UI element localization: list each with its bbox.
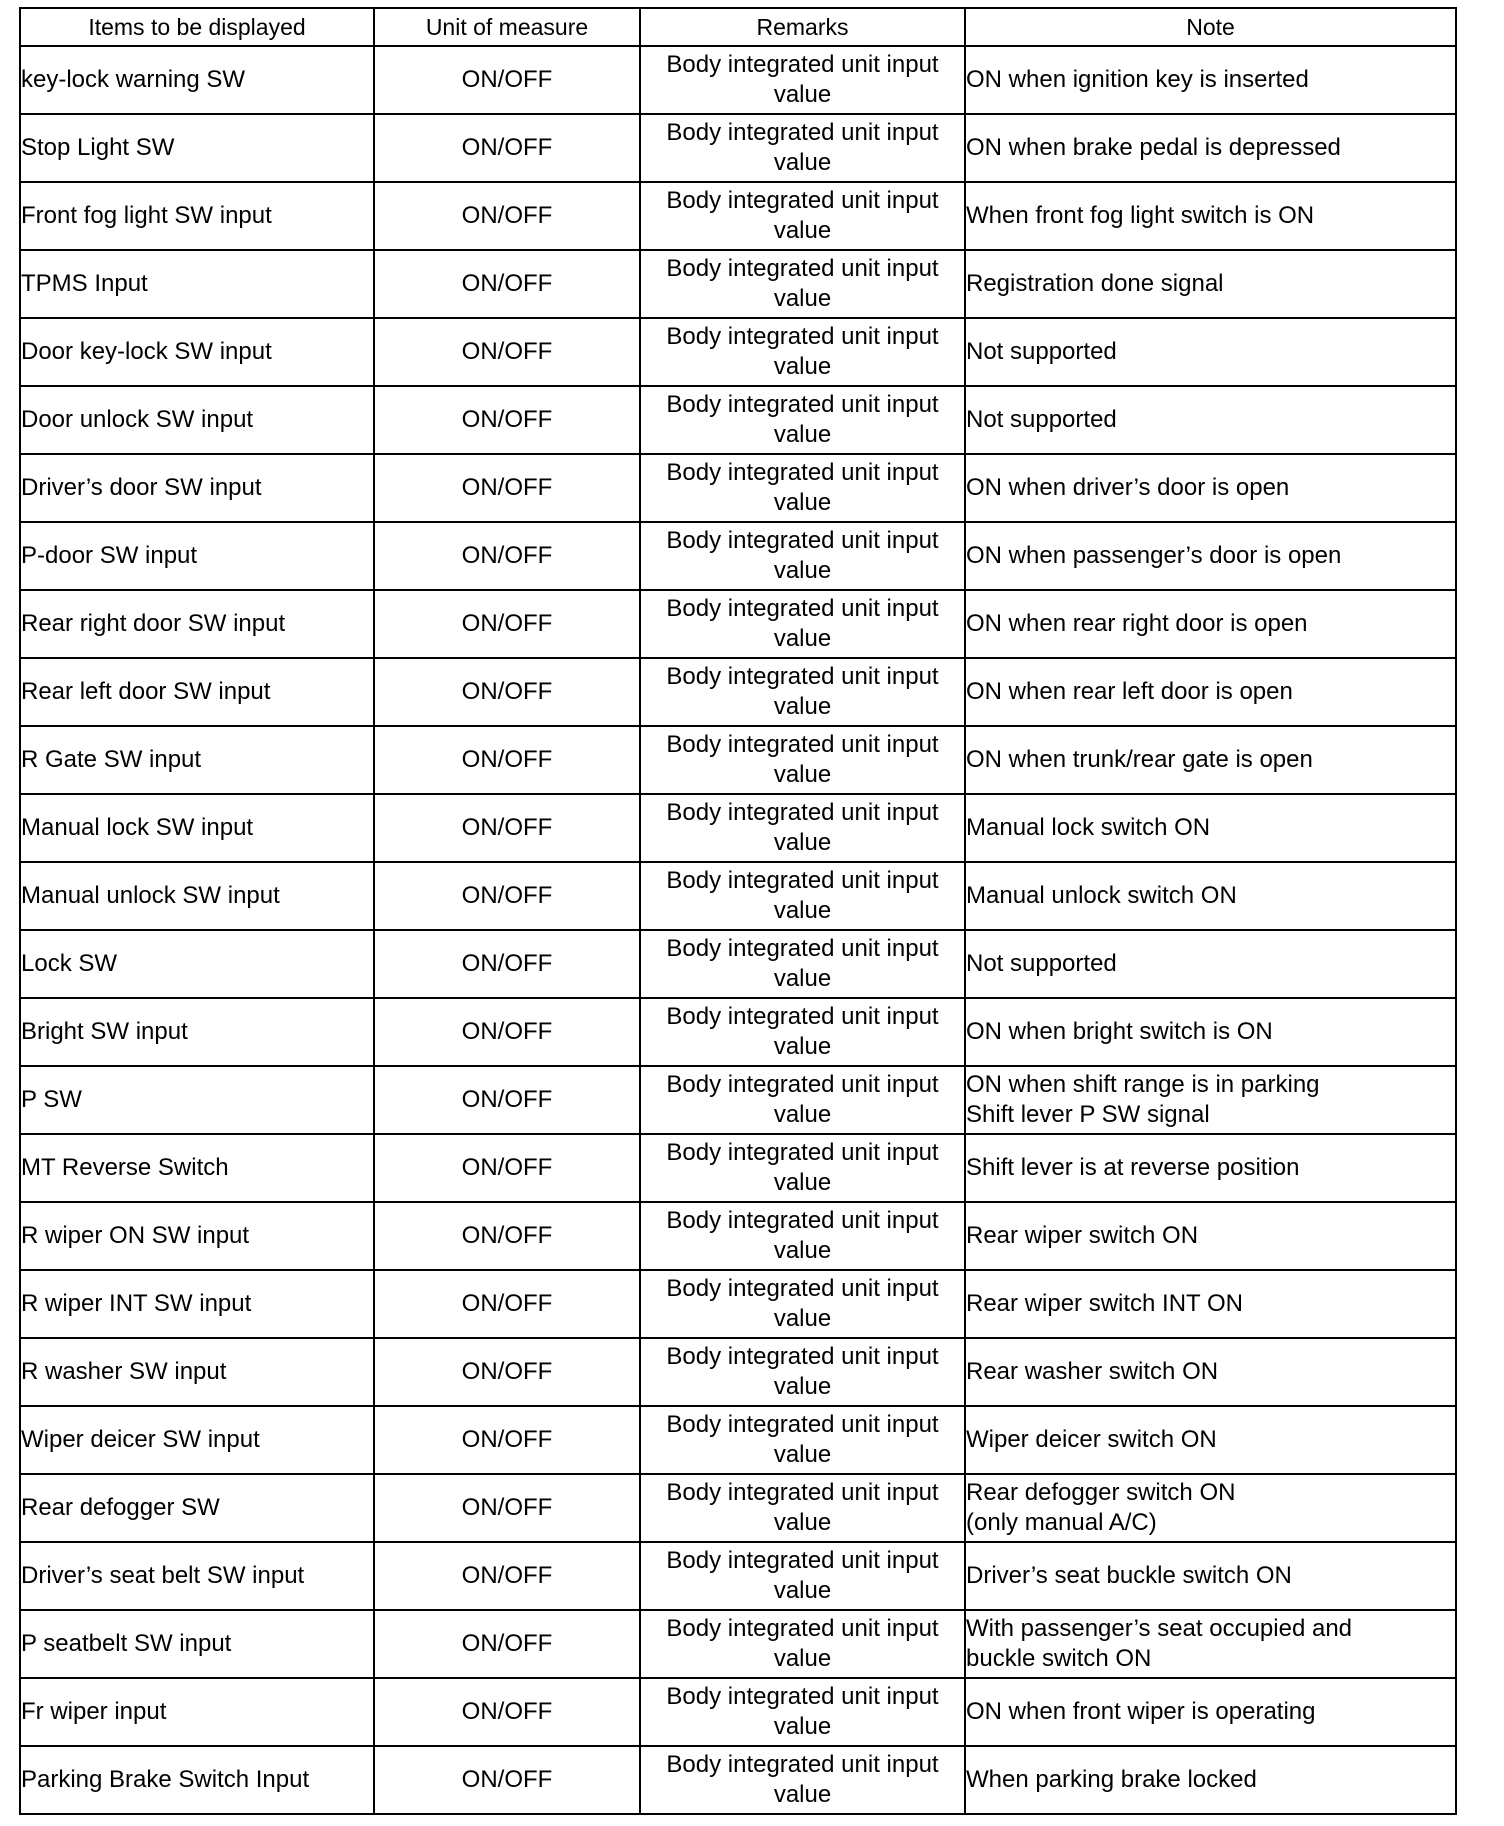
unit-cell: ON/OFF: [374, 522, 640, 590]
unit-cell: ON/OFF: [374, 1066, 640, 1134]
note-cell: Rear washer switch ON: [965, 1338, 1456, 1406]
table-header: [20, 8, 1456, 46]
remarks-cell: Body integrated unit input value: [640, 318, 965, 386]
table-row: [20, 386, 1456, 454]
table-row: [20, 1270, 1456, 1338]
data-monitor-table: [19, 7, 1457, 1815]
remarks-cell: Body integrated unit input value: [640, 386, 965, 454]
header-items: Items to be displayed: [20, 8, 374, 46]
unit-cell: ON/OFF: [374, 386, 640, 454]
unit-cell: ON/OFF: [374, 1406, 640, 1474]
item-cell: P-door SW input: [20, 522, 374, 590]
table-row: [20, 454, 1456, 522]
item-cell: R washer SW input: [20, 1338, 374, 1406]
item-cell: Door unlock SW input: [20, 386, 374, 454]
unit-cell: ON/OFF: [374, 1542, 640, 1610]
table-row: [20, 522, 1456, 590]
item-cell: Wiper deicer SW input: [20, 1406, 374, 1474]
item-cell: Front fog light SW input: [20, 182, 374, 250]
unit-cell: ON/OFF: [374, 862, 640, 930]
remarks-cell: Body integrated unit input value: [640, 1270, 965, 1338]
note-cell: Not supported: [965, 930, 1456, 998]
item-cell: P SW: [20, 1066, 374, 1134]
item-cell: R wiper ON SW input: [20, 1202, 374, 1270]
unit-cell: ON/OFF: [374, 454, 640, 522]
header-note: Note: [965, 8, 1456, 46]
table-row: [20, 1678, 1456, 1746]
remarks-cell: Body integrated unit input value: [640, 794, 965, 862]
unit-cell: ON/OFF: [374, 114, 640, 182]
item-cell: Stop Light SW: [20, 114, 374, 182]
remarks-cell: Body integrated unit input value: [640, 1406, 965, 1474]
remarks-cell: Body integrated unit input value: [640, 46, 965, 114]
note-cell: Not supported: [965, 386, 1456, 454]
item-cell: key-lock warning SW: [20, 46, 374, 114]
remarks-cell: Body integrated unit input value: [640, 590, 965, 658]
table-row: [20, 998, 1456, 1066]
item-cell: MT Reverse Switch: [20, 1134, 374, 1202]
remarks-cell: Body integrated unit input value: [640, 250, 965, 318]
unit-cell: ON/OFF: [374, 46, 640, 114]
note-cell: ON when bright switch is ON: [965, 998, 1456, 1066]
table-row: [20, 1406, 1456, 1474]
remarks-cell: Body integrated unit input value: [640, 1610, 965, 1678]
item-cell: R Gate SW input: [20, 726, 374, 794]
item-cell: Driver’s door SW input: [20, 454, 374, 522]
unit-cell: ON/OFF: [374, 1678, 640, 1746]
remarks-cell: Body integrated unit input value: [640, 658, 965, 726]
remarks-cell: Body integrated unit input value: [640, 998, 965, 1066]
item-cell: Parking Brake Switch Input: [20, 1746, 374, 1814]
table-row: [20, 862, 1456, 930]
note-cell: Rear wiper switch INT ON: [965, 1270, 1456, 1338]
remarks-cell: Body integrated unit input value: [640, 862, 965, 930]
note-cell: Manual lock switch ON: [965, 794, 1456, 862]
note-cell: Rear wiper switch ON: [965, 1202, 1456, 1270]
remarks-cell: Body integrated unit input value: [640, 1678, 965, 1746]
note-cell: ON when rear right door is open: [965, 590, 1456, 658]
unit-cell: ON/OFF: [374, 250, 640, 318]
table-row: [20, 182, 1456, 250]
table-row: [20, 794, 1456, 862]
note-cell: ON when ignition key is inserted: [965, 46, 1456, 114]
unit-cell: ON/OFF: [374, 590, 640, 658]
item-cell: Rear defogger SW: [20, 1474, 374, 1542]
note-cell: Not supported: [965, 318, 1456, 386]
table-row: [20, 318, 1456, 386]
item-cell: Driver’s seat belt SW input: [20, 1542, 374, 1610]
table-row: [20, 726, 1456, 794]
note-cell: Rear defogger switch ON (only manual A/C): [965, 1474, 1456, 1542]
table-row: [20, 1066, 1456, 1134]
table-row: [20, 1202, 1456, 1270]
item-cell: Rear right door SW input: [20, 590, 374, 658]
header-unit: Unit of measure: [374, 8, 640, 46]
unit-cell: ON/OFF: [374, 318, 640, 386]
unit-cell: ON/OFF: [374, 794, 640, 862]
table-row: [20, 1542, 1456, 1610]
table-body: [20, 46, 1456, 1814]
table-row: [20, 930, 1456, 998]
note-cell: Manual unlock switch ON: [965, 862, 1456, 930]
item-cell: Manual unlock SW input: [20, 862, 374, 930]
note-cell: ON when rear left door is open: [965, 658, 1456, 726]
remarks-cell: Body integrated unit input value: [640, 930, 965, 998]
note-cell: Wiper deicer switch ON: [965, 1406, 1456, 1474]
remarks-cell: Body integrated unit input value: [640, 1134, 965, 1202]
table-row: [20, 114, 1456, 182]
table-row: [20, 1474, 1456, 1542]
remarks-cell: Body integrated unit input value: [640, 1066, 965, 1134]
remarks-cell: Body integrated unit input value: [640, 726, 965, 794]
note-cell: ON when front wiper is operating: [965, 1678, 1456, 1746]
item-cell: Rear left door SW input: [20, 658, 374, 726]
table-row: [20, 250, 1456, 318]
unit-cell: ON/OFF: [374, 1474, 640, 1542]
item-cell: Bright SW input: [20, 998, 374, 1066]
table-row: [20, 590, 1456, 658]
note-cell: ON when driver’s door is open: [965, 454, 1456, 522]
item-cell: TPMS Input: [20, 250, 374, 318]
table-row: [20, 658, 1456, 726]
remarks-cell: Body integrated unit input value: [640, 1338, 965, 1406]
note-cell: ON when brake pedal is depressed: [965, 114, 1456, 182]
remarks-cell: Body integrated unit input value: [640, 522, 965, 590]
remarks-cell: Body integrated unit input value: [640, 1202, 965, 1270]
remarks-cell: Body integrated unit input value: [640, 182, 965, 250]
remarks-cell: Body integrated unit input value: [640, 1474, 965, 1542]
unit-cell: ON/OFF: [374, 1610, 640, 1678]
remarks-cell: Body integrated unit input value: [640, 114, 965, 182]
item-cell: Lock SW: [20, 930, 374, 998]
note-cell: Driver’s seat buckle switch ON: [965, 1542, 1456, 1610]
unit-cell: ON/OFF: [374, 1746, 640, 1814]
unit-cell: ON/OFF: [374, 1134, 640, 1202]
item-cell: Manual lock SW input: [20, 794, 374, 862]
unit-cell: ON/OFF: [374, 930, 640, 998]
item-cell: P seatbelt SW input: [20, 1610, 374, 1678]
unit-cell: ON/OFF: [374, 182, 640, 250]
table-row: [20, 1134, 1456, 1202]
table-row: [20, 1746, 1456, 1814]
unit-cell: ON/OFF: [374, 1202, 640, 1270]
note-cell: With passenger’s seat occupied and buckle switch ON: [965, 1610, 1456, 1678]
table-row: [20, 46, 1456, 114]
header-remarks: Remarks: [640, 8, 965, 46]
note-cell: ON when passenger’s door is open: [965, 522, 1456, 590]
unit-cell: ON/OFF: [374, 726, 640, 794]
note-cell: When front fog light switch is ON: [965, 182, 1456, 250]
item-cell: Door key-lock SW input: [20, 318, 374, 386]
item-cell: R wiper INT SW input: [20, 1270, 374, 1338]
remarks-cell: Body integrated unit input value: [640, 454, 965, 522]
item-cell: Fr wiper input: [20, 1678, 374, 1746]
unit-cell: ON/OFF: [374, 998, 640, 1066]
remarks-cell: Body integrated unit input value: [640, 1746, 965, 1814]
header-row: [20, 8, 1456, 46]
note-cell: ON when shift range is in parking Shift lever P SW signal: [965, 1066, 1456, 1134]
table-row: [20, 1610, 1456, 1678]
table-row: [20, 1338, 1456, 1406]
unit-cell: ON/OFF: [374, 658, 640, 726]
unit-cell: ON/OFF: [374, 1270, 640, 1338]
note-cell: When parking brake locked: [965, 1746, 1456, 1814]
note-cell: Shift lever is at reverse position: [965, 1134, 1456, 1202]
note-cell: Registration done signal: [965, 250, 1456, 318]
note-cell: ON when trunk/rear gate is open: [965, 726, 1456, 794]
unit-cell: ON/OFF: [374, 1338, 640, 1406]
remarks-cell: Body integrated unit input value: [640, 1542, 965, 1610]
